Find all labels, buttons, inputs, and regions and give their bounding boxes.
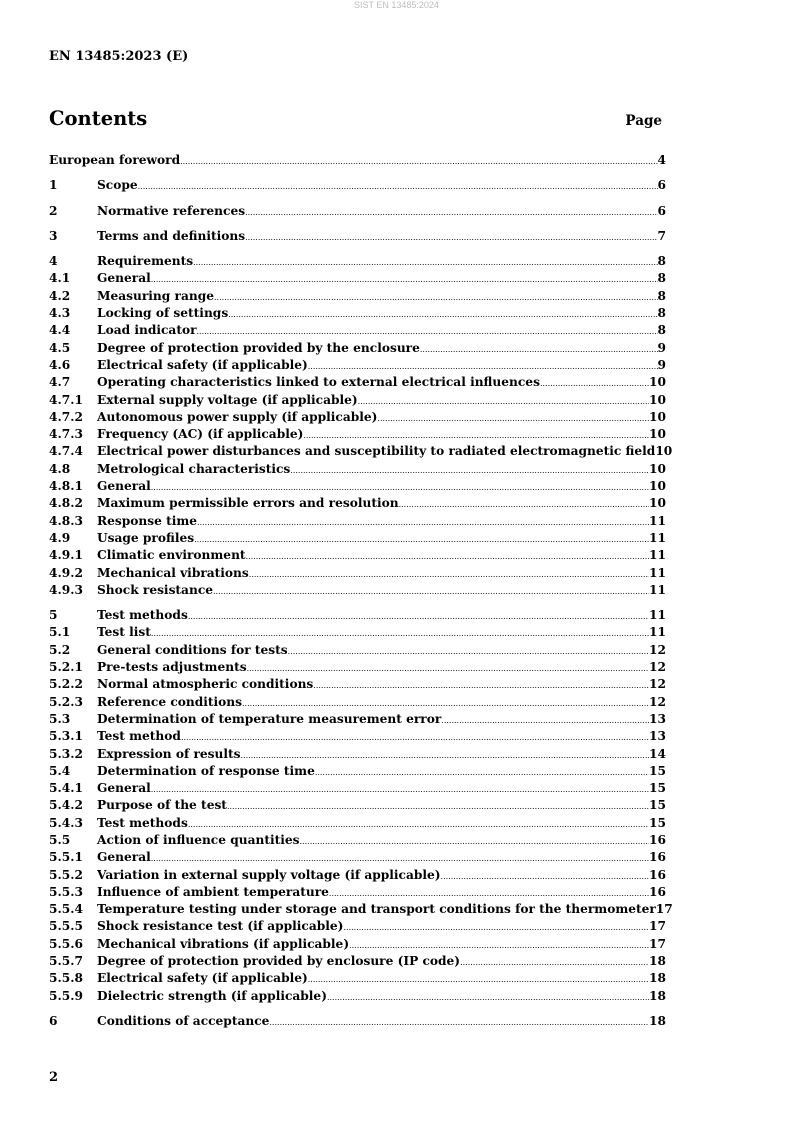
toc-dot-leader bbox=[247, 660, 649, 677]
toc-entry-title: General conditions for tests bbox=[97, 642, 288, 657]
toc-entry-number: 5.3.1 bbox=[49, 729, 83, 744]
toc-entry-page: 12 bbox=[649, 660, 666, 675]
toc-entry-page: 11 bbox=[649, 625, 666, 640]
toc-entry-title: Action of influence quantities bbox=[97, 832, 300, 847]
toc-entry[interactable] bbox=[49, 607, 666, 624]
toc-entry[interactable] bbox=[49, 849, 666, 866]
toc-entry-page: 8 bbox=[657, 271, 666, 286]
toc-entry-number: 4.7.4 bbox=[49, 444, 83, 459]
toc-dot-leader bbox=[246, 548, 649, 565]
toc-entry-title: Autonomous power supply (if applicable) bbox=[97, 409, 378, 424]
toc-dot-leader bbox=[358, 393, 649, 410]
toc-entry-title: Shock resistance test (if applicable) bbox=[97, 919, 344, 934]
toc-entry[interactable] bbox=[49, 642, 666, 659]
toc-entry[interactable] bbox=[49, 901, 673, 918]
toc-entry-number: 5 bbox=[49, 608, 58, 623]
toc-entry-page: 12 bbox=[649, 694, 666, 709]
toc-entry-page: 9 bbox=[657, 340, 666, 355]
toc-entry-title: Usage profiles bbox=[97, 530, 195, 545]
toc-entry-number: 5.1 bbox=[49, 625, 71, 640]
toc-entry-page: 11 bbox=[649, 548, 666, 563]
toc-entry[interactable] bbox=[49, 565, 666, 582]
toc-dot-leader bbox=[151, 781, 649, 798]
toc-entry-title: Reference conditions bbox=[97, 694, 243, 709]
toc-dot-leader bbox=[213, 583, 649, 600]
toc-dot-leader bbox=[138, 178, 658, 195]
toc-entry-number: 5.4.2 bbox=[49, 798, 83, 813]
toc-entry-page: 4 bbox=[657, 153, 666, 167]
toc-entry-title: Response time bbox=[97, 513, 198, 528]
toc-dot-leader bbox=[460, 954, 649, 971]
contents-title: Contents bbox=[49, 107, 148, 130]
toc-entry[interactable] bbox=[49, 970, 666, 987]
toc-dot-leader bbox=[308, 971, 649, 988]
toc-entry-number: 4.7.3 bbox=[49, 427, 83, 442]
toc-entry-title: Normative references bbox=[97, 203, 246, 218]
toc-entry-title: Degree of protection provided by the enclosure bbox=[97, 340, 420, 355]
toc-entry-page: 6 bbox=[657, 178, 666, 193]
toc-entry-page: 10 bbox=[649, 496, 666, 511]
toc-entry[interactable] bbox=[49, 746, 666, 763]
toc-entry-number: 5.2.1 bbox=[49, 660, 83, 675]
toc-entry-number: 5.2 bbox=[49, 642, 71, 657]
toc-entry-title: Shock resistance bbox=[97, 582, 213, 597]
toc-entry-page: 15 bbox=[649, 798, 666, 813]
toc-dot-leader bbox=[420, 341, 658, 358]
toc-entry[interactable] bbox=[49, 152, 666, 169]
toc-dot-leader bbox=[540, 375, 649, 392]
toc-entry-page: 12 bbox=[649, 642, 666, 657]
toc-entry-title: Temperature testing under storage and transport conditions for the thermometer bbox=[97, 902, 656, 917]
toc-entry-number: 4.3 bbox=[49, 306, 71, 321]
toc-entry-page: 11 bbox=[649, 582, 666, 597]
toc-entry[interactable] bbox=[49, 305, 666, 322]
toc-entry-title: European foreword bbox=[49, 153, 181, 167]
toc-entry-number: 5.5.8 bbox=[49, 971, 83, 986]
toc-entry-number: 5.5.7 bbox=[49, 954, 83, 969]
table-of-contents bbox=[49, 152, 673, 1030]
toc-dot-leader bbox=[288, 643, 649, 660]
toc-dot-leader bbox=[377, 410, 649, 427]
toc-entry-title: Determination of temperature measurement error bbox=[97, 711, 442, 726]
toc-entry[interactable] bbox=[49, 392, 666, 409]
toc-entry[interactable] bbox=[49, 177, 666, 194]
toc-entry[interactable] bbox=[49, 988, 666, 1005]
toc-dot-leader bbox=[441, 712, 649, 729]
toc-entry-page: 11 bbox=[649, 565, 666, 580]
toc-entry-page: 10 bbox=[649, 461, 666, 476]
toc-entry-title: Electrical safety (if applicable) bbox=[97, 357, 308, 372]
toc-entry-page: 18 bbox=[649, 1013, 666, 1028]
toc-entry-page: 13 bbox=[649, 711, 666, 726]
toc-entry-title: Terms and definitions bbox=[97, 228, 246, 243]
toc-dot-leader bbox=[329, 885, 649, 902]
toc-entry[interactable] bbox=[49, 918, 666, 935]
toc-entry-page: 18 bbox=[649, 988, 666, 1003]
toc-dot-leader bbox=[242, 695, 649, 712]
toc-entry-number: 4.9.2 bbox=[49, 565, 83, 580]
toc-entry-page: 17 bbox=[655, 902, 673, 917]
toc-entry[interactable] bbox=[49, 884, 666, 901]
toc-entry-page: 18 bbox=[649, 971, 666, 986]
toc-entry-title: Influence of ambient temperature bbox=[97, 884, 329, 899]
toc-entry-title: Mechanical vibrations (if applicable) bbox=[97, 936, 350, 951]
toc-entry-number: 5.3 bbox=[49, 711, 71, 726]
toc-dot-leader bbox=[303, 427, 649, 444]
toc-dot-leader bbox=[180, 153, 657, 170]
toc-entry-title: General bbox=[97, 271, 151, 286]
toc-entry[interactable] bbox=[49, 253, 666, 270]
toc-entry-number: 4.5 bbox=[49, 340, 71, 355]
toc-dot-leader bbox=[245, 229, 657, 246]
watermark: SIST EN 13485:2024 bbox=[354, 0, 439, 10]
toc-entry-title: Test methods bbox=[97, 608, 188, 623]
toc-entry-title: Variation in external supply voltage (if applicable) bbox=[97, 867, 441, 882]
toc-entry-number: 1 bbox=[49, 178, 58, 193]
toc-entry-page: 10 bbox=[649, 479, 666, 494]
toc-entry-page: 17 bbox=[649, 919, 666, 934]
toc-entry-page: 10 bbox=[649, 392, 666, 407]
toc-entry-title: Electrical safety (if applicable) bbox=[97, 971, 308, 986]
toc-entry-number: 4.8.2 bbox=[49, 496, 83, 511]
toc-entry-page: 12 bbox=[649, 677, 666, 692]
toc-entry[interactable] bbox=[49, 815, 666, 832]
toc-entry[interactable] bbox=[49, 228, 666, 245]
toc-entry[interactable] bbox=[49, 797, 666, 814]
toc-entry-page: 10 bbox=[655, 444, 673, 459]
toc-entry-title: Test method bbox=[97, 729, 181, 744]
toc-dot-leader bbox=[151, 850, 649, 867]
toc-dot-leader bbox=[227, 798, 649, 815]
toc-entry-title: Measuring range bbox=[97, 288, 214, 303]
toc-entry-title: Pre-tests adjustments bbox=[97, 660, 247, 675]
toc-entry[interactable] bbox=[49, 443, 673, 460]
toc-entry[interactable] bbox=[49, 495, 666, 512]
toc-entry-number: 5.3.2 bbox=[49, 746, 83, 761]
toc-entry[interactable] bbox=[49, 478, 666, 495]
toc-entry-title: Load indicator bbox=[97, 323, 197, 338]
toc-entry-page: 10 bbox=[649, 375, 666, 390]
toc-dot-leader bbox=[188, 608, 649, 625]
toc-entry-number: 5.4.1 bbox=[49, 781, 83, 796]
toc-entry[interactable] bbox=[49, 676, 666, 693]
toc-entry-number: 5.5.1 bbox=[49, 850, 83, 865]
toc-entry-number: 4.8.1 bbox=[49, 479, 83, 494]
toc-dot-leader bbox=[193, 254, 657, 271]
toc-dot-leader bbox=[228, 306, 657, 323]
toc-entry[interactable] bbox=[49, 953, 666, 970]
toc-dot-leader bbox=[343, 919, 649, 936]
toc-entry-title: Determination of response time bbox=[97, 763, 315, 778]
toc-entry-number: 5.4 bbox=[49, 763, 71, 778]
toc-entry-page: 8 bbox=[657, 306, 666, 321]
toc-entry[interactable] bbox=[49, 624, 666, 641]
toc-entry-number: 4.8.3 bbox=[49, 513, 83, 528]
toc-entry-title: Conditions of acceptance bbox=[97, 1013, 270, 1028]
toc-entry-number: 5.5.3 bbox=[49, 884, 83, 899]
toc-entry-title: Purpose of the test bbox=[97, 798, 227, 813]
toc-entry-number: 4.9.1 bbox=[49, 548, 83, 563]
toc-entry-number: 5.5.6 bbox=[49, 936, 83, 951]
toc-entry[interactable] bbox=[49, 203, 666, 220]
toc-entry-page: 7 bbox=[657, 228, 666, 243]
toc-entry-page: 13 bbox=[649, 729, 666, 744]
toc-entry-page: 16 bbox=[649, 850, 666, 865]
toc-dot-leader bbox=[240, 747, 649, 764]
toc-entry[interactable] bbox=[49, 659, 666, 676]
toc-entry-number: 4.4 bbox=[49, 323, 71, 338]
toc-dot-leader bbox=[249, 566, 649, 583]
toc-entry-page: 11 bbox=[649, 513, 666, 528]
toc-entry-number: 5.5.4 bbox=[49, 902, 83, 917]
toc-dot-leader bbox=[197, 323, 658, 340]
toc-entry-page: 8 bbox=[657, 323, 666, 338]
toc-dot-leader bbox=[300, 833, 650, 850]
toc-entry-number: 4.7.1 bbox=[49, 392, 83, 407]
toc-entry-page: 15 bbox=[649, 815, 666, 830]
toc-entry-number: 4.7.2 bbox=[49, 409, 83, 424]
toc-dot-leader bbox=[441, 868, 649, 885]
toc-dot-leader bbox=[308, 358, 658, 375]
toc-entry-title: Test methods bbox=[97, 815, 188, 830]
toc-entry-title: Scope bbox=[97, 178, 138, 193]
toc-entry-page: 10 bbox=[649, 409, 666, 424]
toc-entry-page: 8 bbox=[657, 254, 666, 269]
page-column-label: Page bbox=[625, 113, 662, 129]
toc-entry-page: 10 bbox=[649, 427, 666, 442]
document-id: EN 13485:2023 (E) bbox=[49, 49, 189, 64]
toc-entry-number: 3 bbox=[49, 228, 58, 243]
toc-entry-title: Metrological characteristics bbox=[97, 461, 291, 476]
toc-entry-number: 4.6 bbox=[49, 357, 71, 372]
toc-dot-leader bbox=[399, 496, 649, 513]
toc-entry-number: 4.9 bbox=[49, 530, 71, 545]
toc-dot-leader bbox=[194, 531, 649, 548]
toc-entry-title: External supply voltage (if applicable) bbox=[97, 392, 358, 407]
toc-dot-leader bbox=[269, 1014, 649, 1031]
toc-entry-number: 5.4.3 bbox=[49, 815, 83, 830]
toc-entry[interactable] bbox=[49, 832, 666, 849]
toc-entry-title: Maximum permissible errors and resolution bbox=[97, 496, 399, 511]
toc-entry[interactable] bbox=[49, 288, 666, 305]
toc-entry-title: Requirements bbox=[97, 254, 194, 269]
toc-entry-number: 2 bbox=[49, 203, 58, 218]
toc-entry-title: General bbox=[97, 479, 151, 494]
toc-entry-page: 14 bbox=[649, 746, 666, 761]
toc-entry-page: 18 bbox=[649, 954, 666, 969]
toc-entry[interactable] bbox=[49, 409, 666, 426]
toc-dot-leader bbox=[181, 729, 649, 746]
toc-entry-title: Mechanical vibrations bbox=[97, 565, 249, 580]
toc-entry-page: 16 bbox=[649, 884, 666, 899]
toc-dot-leader bbox=[151, 479, 649, 496]
toc-entry[interactable] bbox=[49, 867, 666, 884]
toc-entry[interactable] bbox=[49, 547, 666, 564]
toc-entry[interactable] bbox=[49, 461, 666, 478]
toc-entry[interactable] bbox=[49, 936, 666, 953]
toc-entry-page: 15 bbox=[649, 763, 666, 778]
toc-entry-page: 6 bbox=[657, 203, 666, 218]
toc-entry[interactable] bbox=[49, 694, 666, 711]
toc-entry[interactable] bbox=[49, 513, 666, 530]
toc-entry-title: Frequency (AC) (if applicable) bbox=[97, 427, 304, 442]
toc-dot-leader bbox=[151, 625, 649, 642]
toc-entry-title: Climatic environment bbox=[97, 548, 246, 563]
toc-entry[interactable] bbox=[49, 582, 666, 599]
toc-entry-number: 5.2.2 bbox=[49, 677, 83, 692]
toc-entry-number: 5.5.5 bbox=[49, 919, 83, 934]
toc-dot-leader bbox=[214, 289, 658, 306]
toc-dot-leader bbox=[290, 462, 649, 479]
toc-entry-page: 16 bbox=[649, 832, 666, 847]
toc-entry-title: Electrical power disturbances and susceptibility to radiated electromagnetic field bbox=[97, 444, 656, 459]
toc-dot-leader bbox=[188, 816, 649, 833]
toc-dot-leader bbox=[197, 514, 649, 531]
toc-entry-page: 11 bbox=[649, 530, 666, 545]
toc-entry-number: 4.2 bbox=[49, 288, 71, 303]
toc-entry-number: 4.9.3 bbox=[49, 582, 83, 597]
footer-page-number: 2 bbox=[49, 1070, 59, 1085]
toc-entry[interactable] bbox=[49, 728, 666, 745]
toc-entry[interactable] bbox=[49, 763, 666, 780]
toc-dot-leader bbox=[313, 677, 649, 694]
toc-entry-number: 5.2.3 bbox=[49, 694, 83, 709]
toc-dot-leader bbox=[349, 937, 649, 954]
toc-entry-title: General bbox=[97, 850, 151, 865]
toc-entry-number: 5.5.9 bbox=[49, 988, 83, 1003]
toc-entry[interactable] bbox=[49, 711, 666, 728]
toc-dot-leader bbox=[151, 271, 658, 288]
toc-entry-page: 11 bbox=[649, 608, 666, 623]
toc-entry[interactable] bbox=[49, 426, 666, 443]
toc-entry-number: 6 bbox=[49, 1013, 58, 1028]
toc-entry-title: Normal atmospheric conditions bbox=[97, 677, 314, 692]
toc-entry[interactable] bbox=[49, 357, 666, 374]
toc-entry-title: Degree of protection provided by enclosure (IP code) bbox=[97, 954, 461, 969]
toc-entry-number: 5.5 bbox=[49, 832, 71, 847]
toc-dot-leader bbox=[245, 204, 657, 221]
toc-entry-title: Test list bbox=[97, 625, 151, 640]
toc-entry-title: Expression of results bbox=[97, 746, 241, 761]
toc-entry-number: 4.8 bbox=[49, 461, 71, 476]
toc-entry[interactable] bbox=[49, 780, 666, 797]
toc-entry-number: 4.7 bbox=[49, 375, 71, 390]
toc-entry[interactable] bbox=[49, 270, 666, 287]
toc-dot-leader bbox=[327, 989, 649, 1006]
toc-entry-page: 16 bbox=[649, 867, 666, 882]
toc-entry-title: Dielectric strength (if applicable) bbox=[97, 988, 327, 1003]
toc-dot-leader bbox=[315, 764, 649, 781]
toc-entry[interactable] bbox=[49, 340, 666, 357]
toc-entry[interactable] bbox=[49, 530, 666, 547]
toc-entry-page: 17 bbox=[649, 936, 666, 951]
toc-entry[interactable] bbox=[49, 322, 666, 339]
toc-entry[interactable] bbox=[49, 374, 666, 391]
toc-entry-title: General bbox=[97, 781, 151, 796]
toc-entry-number: 4 bbox=[49, 254, 58, 269]
toc-entry-page: 15 bbox=[649, 781, 666, 796]
toc-entry-number: 4.1 bbox=[49, 271, 71, 286]
toc-entry-page: 9 bbox=[657, 357, 666, 372]
toc-entry-number: 5.5.2 bbox=[49, 867, 83, 882]
toc-entry[interactable] bbox=[49, 1013, 666, 1030]
toc-entry-title: Operating characteristics linked to external electrical influences bbox=[97, 375, 540, 390]
toc-entry-page: 8 bbox=[657, 288, 666, 303]
toc-entry-title: Locking of settings bbox=[97, 306, 229, 321]
